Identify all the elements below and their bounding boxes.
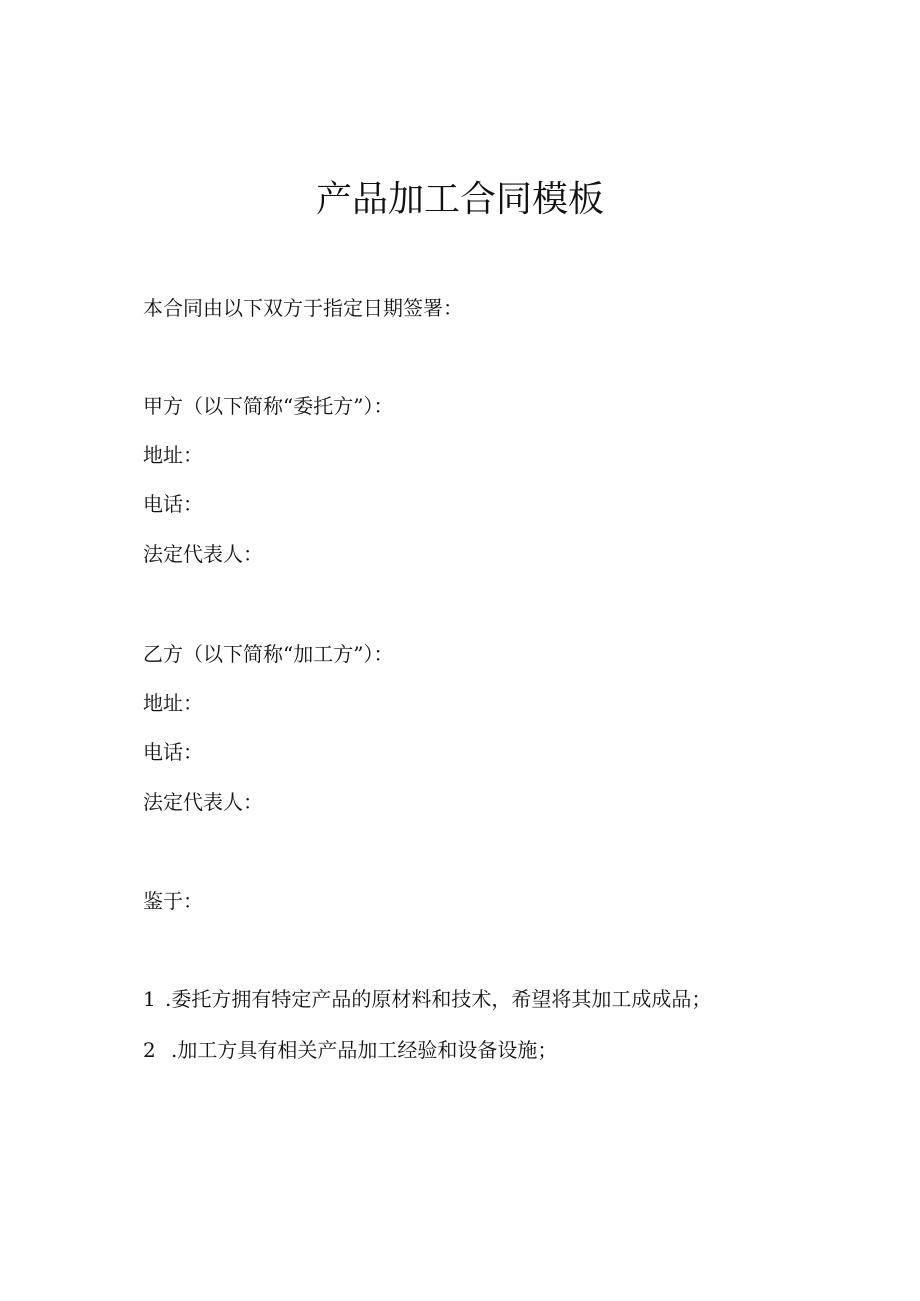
party-a-heading: 甲方（以下简称“委托方”）： [143, 394, 394, 418]
whereas-item [143, 985, 711, 1013]
party-b-address-label: 地址： [143, 691, 203, 715]
party-a-representative-label: 法定代表人： [143, 542, 263, 566]
party-b-representative-label: 法定代表人： [143, 790, 263, 814]
document-title: 产品加工合同模板 [315, 179, 604, 220]
intro-text: 本合同由以下双方于指定日期签署： [143, 296, 463, 320]
party-b-phone-label: 电话： [143, 740, 203, 764]
party-b-heading: 乙方（以下简称“加工方”）： [143, 642, 394, 666]
whereas-item-number: 2 [143, 1038, 156, 1062]
whereas-item-number: 1 [143, 987, 156, 1011]
party-a-address-label: 地址： [143, 443, 203, 467]
whereas-label: 鉴于： [143, 889, 203, 913]
whereas-item [143, 1036, 557, 1064]
whereas-item-text: .加工方具有相关产品加工经验和设备设施； [171, 1038, 558, 1062]
whereas-item-text: .委托方拥有特定产品的原材料和技术，希望将其加工成成品； [165, 987, 712, 1011]
party-a-phone-label: 电话： [143, 492, 203, 516]
